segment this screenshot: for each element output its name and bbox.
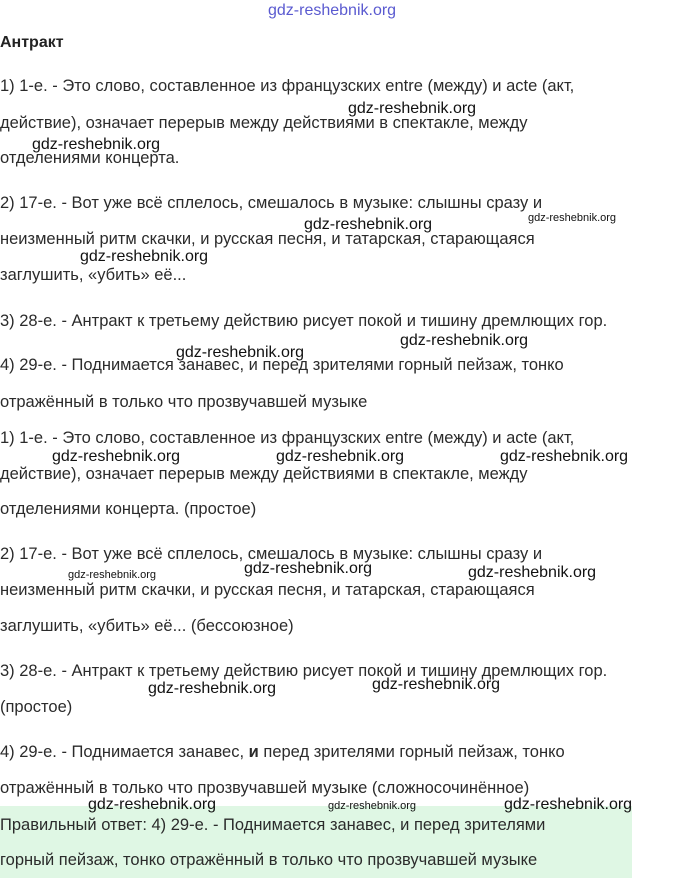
watermark: gdz-reshebnik.org	[88, 796, 217, 813]
text-line: отделениями концерта.	[0, 149, 180, 167]
watermark: gdz-reshebnik.org	[348, 100, 477, 117]
text-line	[0, 743, 565, 762]
text-line: отделениями концерта. (простое)	[0, 500, 257, 518]
answer-line: горный пейзаж, тонко отражённый в только что прозвучавшей музыке	[0, 851, 538, 869]
watermark: gdz-reshebnik.org	[244, 560, 373, 577]
text-line: неизменный ритм скачки, и русская песня, и татарская, старающаяся	[0, 581, 535, 599]
conjunction-bold: и	[248, 743, 259, 761]
watermark: gdz-reshebnik.org	[148, 680, 277, 697]
text-line: 1) 1-е. - Это слово, составленное из французских entre (между) и acte (акт,	[0, 429, 575, 447]
text-line: заглушить, «убить» её... (бессоюзное)	[0, 617, 294, 635]
text-line: отражённый в только что прозвучавшей музыке	[0, 393, 368, 411]
text-line: действие), означает перерыв между действиями в спектакле, между	[0, 114, 528, 132]
watermark: gdz-reshebnik.org	[80, 248, 209, 265]
text-segment: перед зрителями горный пейзаж, тонко	[258, 743, 565, 761]
text-line: заглушить, «убить» её...	[0, 266, 187, 284]
watermark: gdz-reshebnik.org	[32, 136, 161, 153]
watermark: gdz-reshebnik.org	[304, 216, 433, 233]
text-line: 1) 1-е. - Это слово, составленное из французских entre (между) и acte (акт,	[0, 77, 575, 95]
text-line: 3) 28-е. - Антракт к третьему действию рисует покой и тишину дремлющих гор.	[0, 312, 608, 330]
text-line: (простое)	[0, 698, 73, 716]
watermark: gdz-reshebnik.org	[176, 344, 305, 361]
text-line: 2) 17-е. - Вот уже всё сплелось, смешалось в музыке: слышны сразу и	[0, 545, 543, 563]
text-line: отражённый в только что прозвучавшей музыке (сложносочинённое)	[0, 779, 530, 797]
text-line: 4) 29-е. - Поднимается занавес, и перед зрителями горный пейзаж, тонко	[0, 356, 564, 374]
watermark: gdz-reshebnik.org	[276, 448, 405, 465]
text-line: неизменный ритм скачки, и русская песня, и татарская, старающаяся	[0, 230, 535, 248]
watermark: gdz-reshebnik.org	[328, 800, 417, 812]
text-segment: 4) 29-е. - Поднимается занавес,	[0, 743, 249, 761]
site-link[interactable]: gdz-reshebnik.org	[268, 2, 397, 19]
watermark: gdz-reshebnik.org	[500, 448, 629, 465]
watermark: gdz-reshebnik.org	[52, 448, 181, 465]
text-line: 3) 28-е. - Антракт к третьему действию рисует покой и тишину дремлющих гор.	[0, 662, 608, 680]
watermark: gdz-reshebnik.org	[504, 796, 633, 813]
text-line: 2) 17-е. - Вот уже всё сплелось, смешалось в музыке: слышны сразу и	[0, 194, 543, 212]
answer-line: Правильный ответ: 4) 29-е. - Поднимается занавес, и перед зрителями	[0, 816, 546, 834]
watermark: gdz-reshebnik.org	[468, 564, 597, 581]
text-line: действие), означает перерыв между действиями в спектакле, между	[0, 465, 528, 483]
watermark: gdz-reshebnik.org	[400, 332, 529, 349]
watermark: gdz-reshebnik.org	[372, 676, 501, 693]
watermark: gdz-reshebnik.org	[528, 212, 617, 224]
watermark: gdz-reshebnik.org	[68, 569, 157, 581]
page-title: Антракт	[0, 34, 64, 51]
